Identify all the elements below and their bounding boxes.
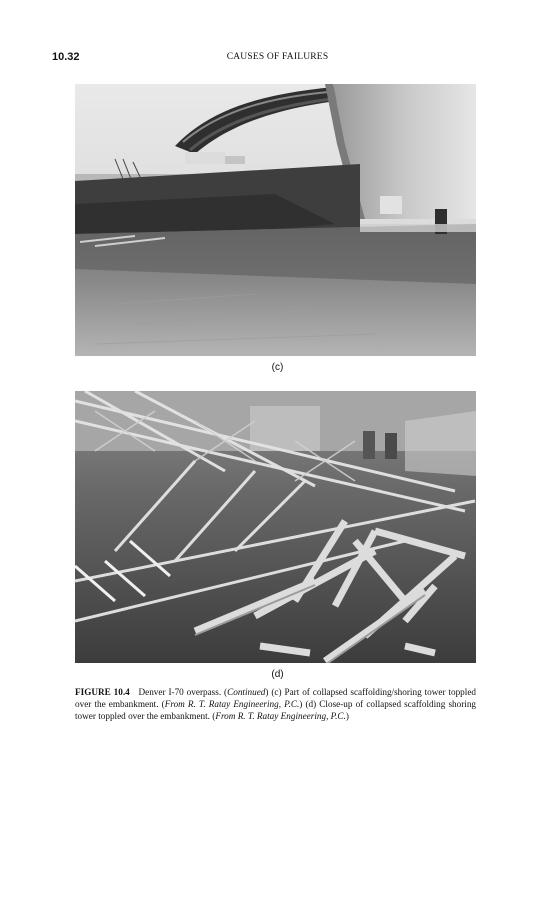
figure-d-label: (d): [271, 669, 284, 680]
figure-caption: [75, 686, 476, 723]
running-title: CAUSES OF FAILURES: [226, 52, 329, 62]
caption-text-3: ) (d) Close-up of collapsed scaffolding shoring tower toppled over the embankment. (: [75, 699, 477, 722]
caption-continued: Continued: [227, 687, 266, 697]
caption-text-4: ): [345, 711, 349, 722]
page-number: 10.32: [52, 51, 80, 63]
figure-id: FIGURE 10.4: [75, 687, 130, 697]
caption-credit-1: From R. T. Ratay Engineering, P.C.: [164, 699, 300, 710]
photo-d-collapsed-scaffolding: [75, 391, 476, 663]
caption-credit-2: From R. T. Ratay Engineering, P.C.: [215, 711, 346, 722]
caption-text-2: ) (c) Part of collapsed scaffolding/shoring tower toppled over the embankment. (: [75, 687, 476, 710]
photo-c-overpass-embankment: [75, 84, 476, 356]
figure-c-label: (c): [271, 362, 284, 373]
caption-text-1: Denver I-70 overpass. (: [138, 687, 228, 697]
